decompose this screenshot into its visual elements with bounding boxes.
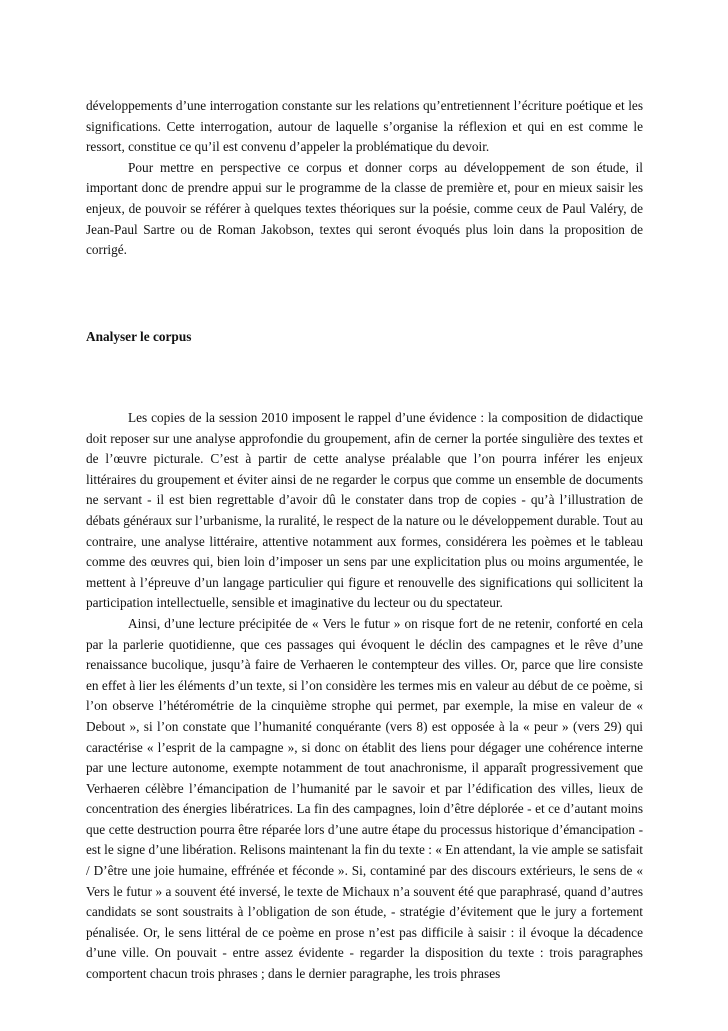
body-paragraph-2: Ainsi, d’une lecture précipitée de « Vers le futur » on risque fort de ne retenir, conforté en cela par la parlerie quotidienne, que ces passages qui évoquent le déclin des campagnes et le rêve d’une renaissance bucolique, jusqu’à faire de Verhaeren le contempteur des villes. Or, parce que lire consiste en effet à lier les éléments d’un texte, si l’on considère les termes mis en valeur au début de ce poème, si l’on observe l’hétérométrie de la cinquième strophe qui permet, par exemple, la mise en valeur de « Debout », si l’on constate que l’humanité conquérante (vers 8) est opposée à la « peur » (vers 29) qui caractérise « l’esprit de la campagne », si donc on établit des liens pour dégager une cohérence interne par une lecture autonome, exempte notamment de tout anachronisme, il apparaît progressivement que Verhaeren célèbre l’émancipation de l’humanité par le savoir et par l’édification des villes, lieux de concentration des énergies libératrices. La fin des campagnes, loin d’être déplorée - et ce d’autant moins que cette destruction pourra être réparée lors d’une autre étape du processus historique d’émancipation - est le signe d’une libération. Relisons maintenant la fin du texte : « En attendant, la vie ample se satisfait / D’être une joie humaine, effrénée et féconde ». Si, contaminé par des discours extérieurs, le sens de « Vers le futur » a souvent été inversé, le texte de Michaux n’a souvent été que paraphrasé, quand d’autres candidats se sont soustraits à l’obligation de son étude, - stratégie d’évitement que le jury a fortement pénalisée. Or, le sens littéral de ce poème en prose n’est pas difficile à saisir : il évoque la décadence d’une ville. On pouvait - entre assez évidente - regarder la disposition du texte : trois paragraphes comportent chacun trois phrases ; dans le dernier paragraphe, les trois phrases: [86, 615, 643, 982]
section-heading-block: [86, 327, 643, 348]
intro-paragraph-1: développements d’une interrogation constante sur les relations qu’entretiennent l’écriture poétique et les significations. Cette interrogation, autour de laquelle s’organise la réflexion et qui en est comme le ressort, constitue ce qu’il est convenu d’appeler la problématique du devoir.: [86, 98, 643, 155]
body-paragraph-1: Les copies de la session 2010 imposent le rappel d’une évidence : la composition de didactique doit reposer sur une analyse approfondie du groupement, afin de cerner la portée singulière des textes et de l’œuvre picturale. C’est à partir de cette analyse préalable que l’on pourra inférer les enjeux littéraires du groupement et éviter ainsi de ne regarder le corpus que comme un ensemble de documents ne servant - il est bien regrettable d’avoir dû le constater dans trop de copies - qu’à l’illustration de débats généraux sur l’urbanisme, la ruralité, le respect de la nature ou le développement durable. Tout au contraire, une analyse littéraire, attentive notamment aux formes, considérera les poèmes et le tableau comme des œuvres qui, bien loin d’imposer un sens par une explicitation plus ou moins argumentée, le mettent à l’épreuve d’un langage particulier qui figure et renouvelle des significations qui sollicitent la participation intellectuelle, sensible et imaginative du lecteur ou du spectateur.: [86, 410, 643, 611]
intro-block: [86, 96, 643, 261]
intro-paragraph-2: Pour mettre en perspective ce corpus et donner corps au développement de son étude, il important donc de prendre appui sur le programme de la classe de première et, pour en mieux saisir les enjeux, de pouvoir se référer à quelques textes théoriques sur la poésie, comme ceux de Paul Valéry, de Jean-Paul Sartre ou de Roman Jakobson, textes qui seront évoqués plus loin dans la proposition de corrigé.: [86, 159, 643, 258]
section-heading: Analyser le corpus: [86, 329, 192, 344]
section-body: [86, 408, 643, 985]
